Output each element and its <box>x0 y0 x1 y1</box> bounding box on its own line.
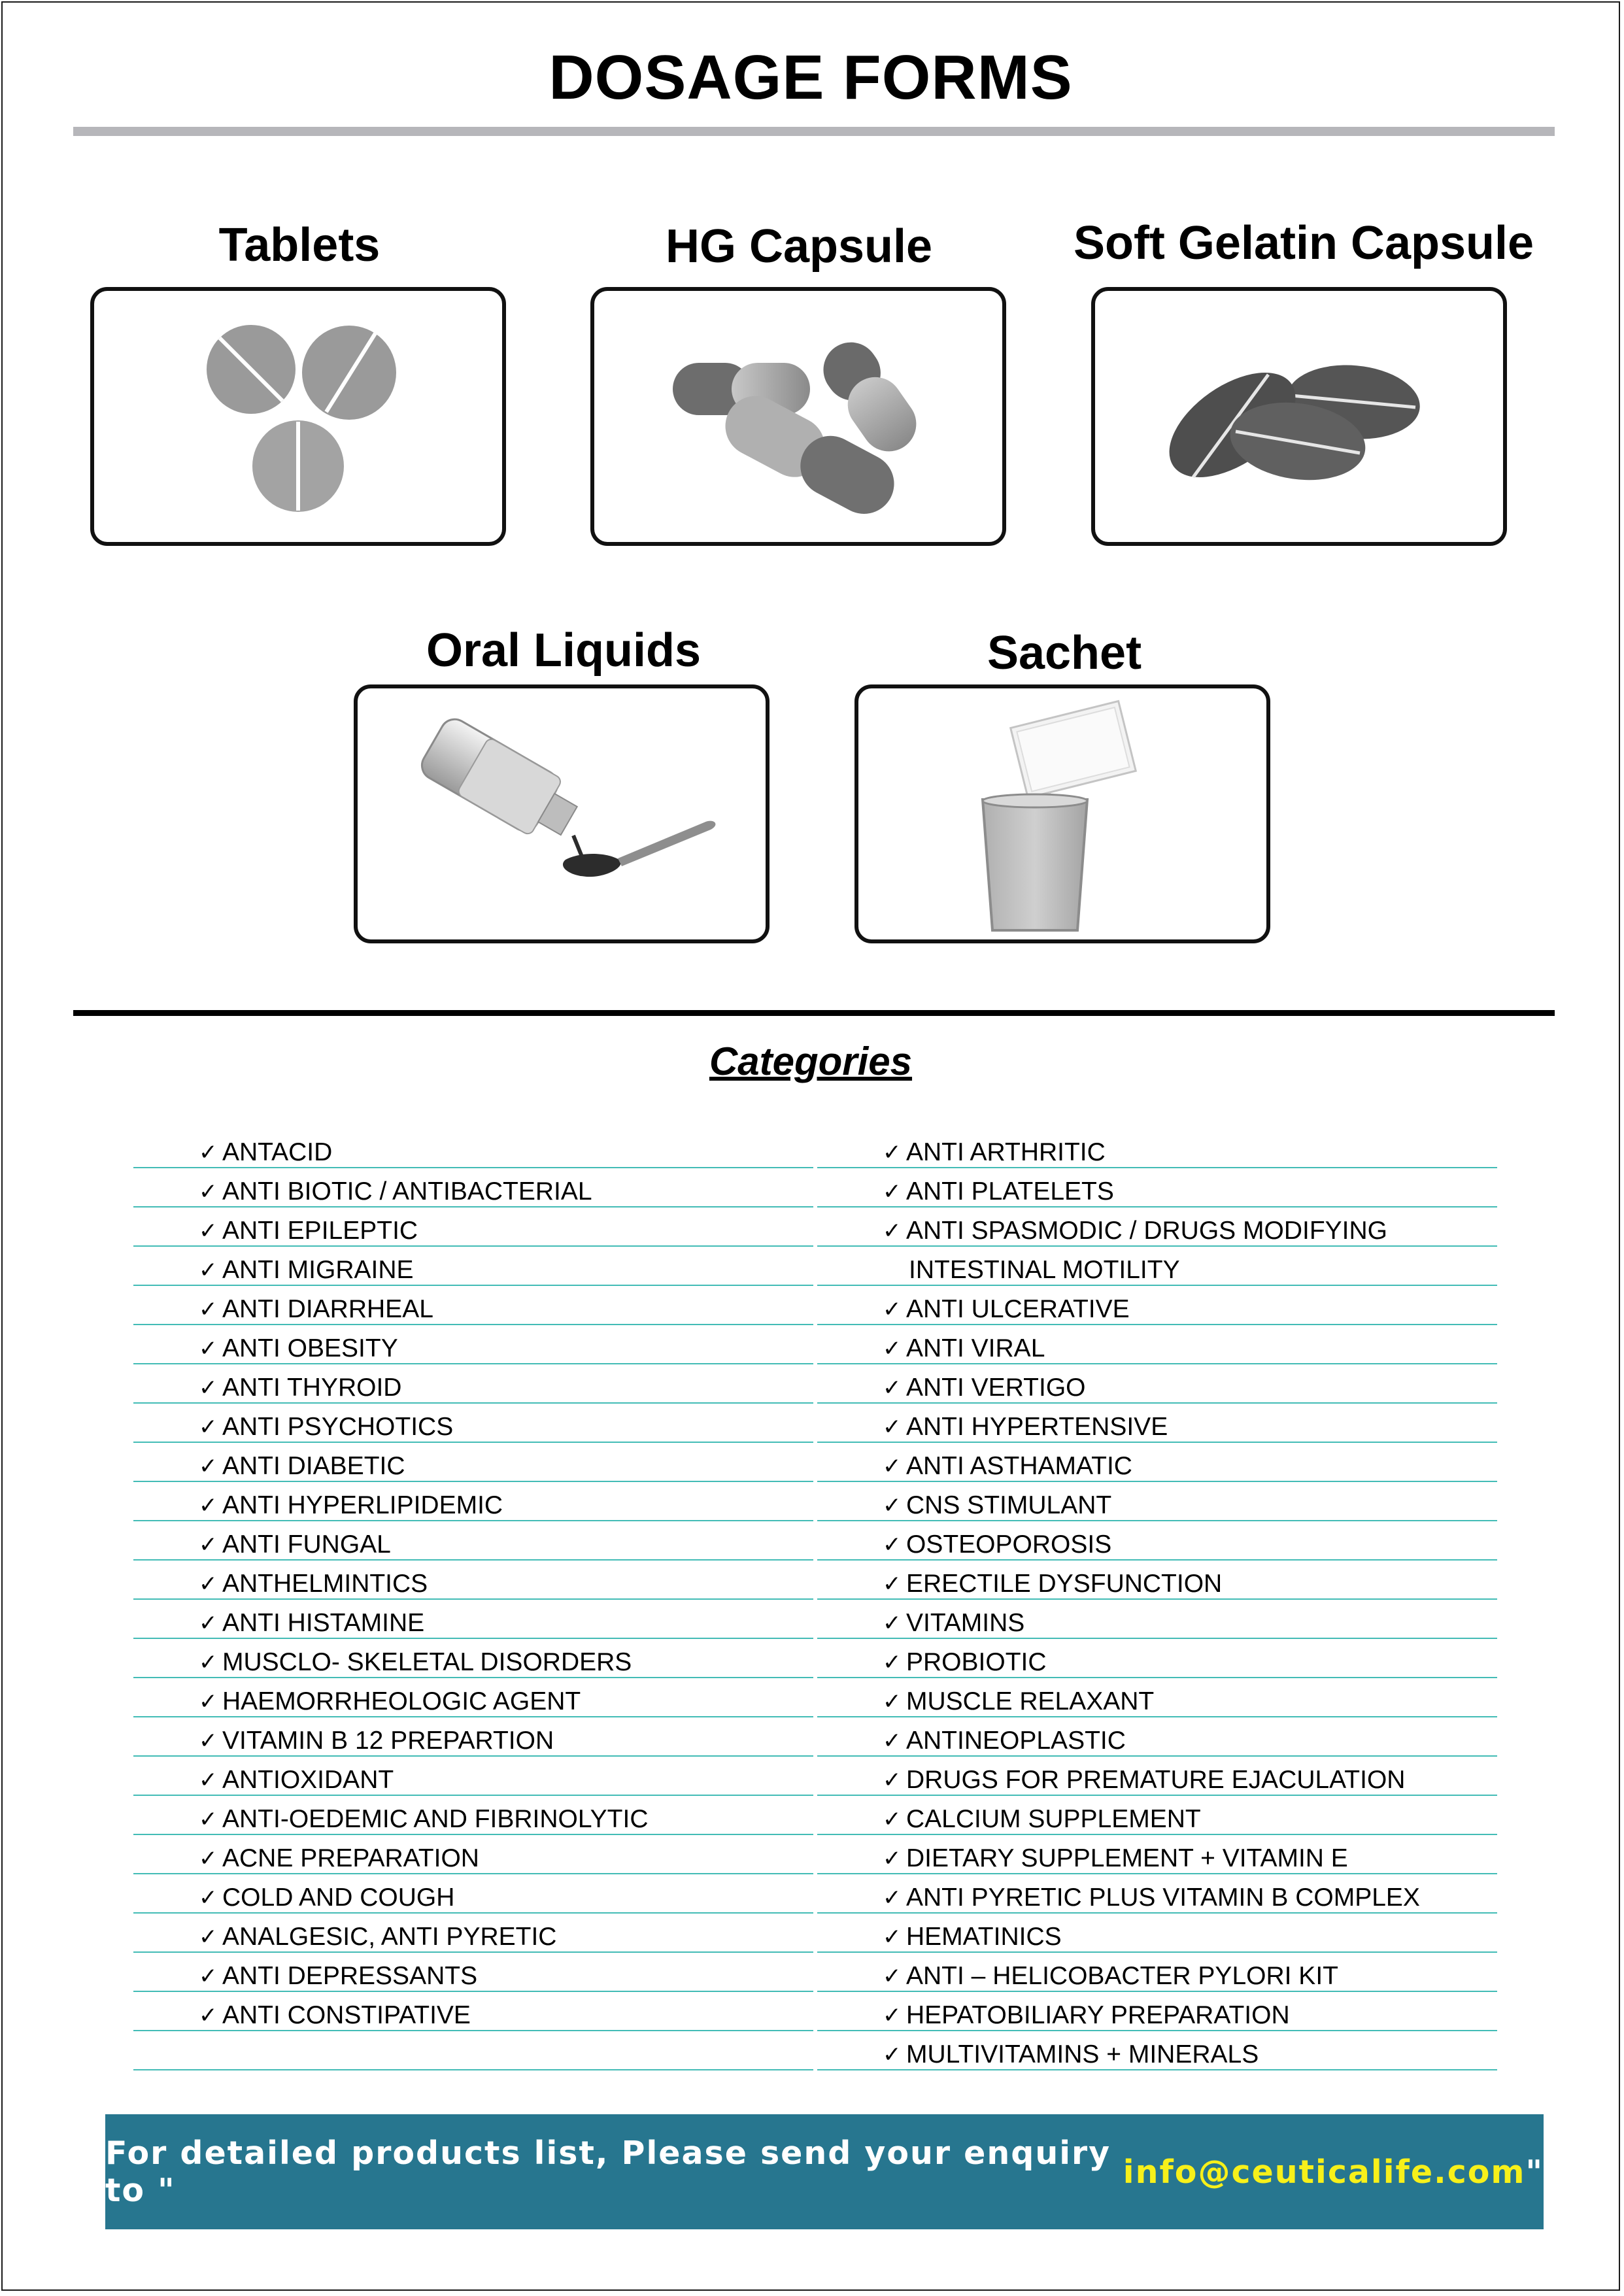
category-list-item <box>817 1914 1497 1953</box>
category-list-item <box>817 1639 1497 1678</box>
hg-capsule-label: HG Capsule <box>665 220 933 273</box>
page-title: DOSAGE FORMS <box>549 42 1073 112</box>
category-list-item <box>817 1717 1497 1757</box>
check-mark-icon: ✓ <box>883 1532 902 1558</box>
check-mark-icon: ✓ <box>199 1963 218 1989</box>
category-list-item <box>133 1443 813 1482</box>
category-label: VITAMIN B 12 PREPARTION <box>222 1727 554 1755</box>
category-label: ANTI THYROID <box>222 1374 402 1402</box>
category-label: ANTI PLATELETS <box>906 1177 1114 1206</box>
category-label: ANTI HISTAMINE <box>222 1609 425 1637</box>
check-mark-icon: ✓ <box>883 1179 902 1205</box>
category-list-item <box>817 1404 1497 1443</box>
check-mark-icon: ✓ <box>199 1179 218 1205</box>
check-mark-icon: ✓ <box>199 1689 218 1715</box>
category-list-item <box>817 1443 1497 1482</box>
check-mark-icon: ✓ <box>883 1571 902 1597</box>
categories-heading: Categories <box>709 1039 913 1083</box>
check-mark-icon: ✓ <box>199 1218 218 1244</box>
category-label: ANTACID <box>222 1138 333 1166</box>
category-label: ANTINEOPLASTIC <box>906 1727 1126 1755</box>
category-label: ANTI ARTHRITIC <box>906 1138 1106 1166</box>
check-mark-icon: ✓ <box>883 1649 902 1676</box>
check-mark-icon: ✓ <box>883 1689 902 1715</box>
category-list-item <box>133 1404 813 1443</box>
check-mark-icon: ✓ <box>883 1375 902 1401</box>
check-mark-icon: ✓ <box>883 1806 902 1832</box>
check-mark-icon: ✓ <box>199 2002 218 2029</box>
category-list-item <box>133 1482 813 1521</box>
category-label: ANTI DIARRHEAL <box>222 1295 433 1323</box>
category-label: ANTI PYRETIC PLUS VITAMIN B COMPLEX <box>906 1883 1420 1912</box>
check-mark-icon: ✓ <box>883 1767 902 1793</box>
category-label: ANTI VERTIGO <box>906 1374 1086 1402</box>
category-label: PROBIOTIC <box>906 1648 1047 1676</box>
check-mark-icon: ✓ <box>883 1336 902 1362</box>
category-list-item <box>133 1992 813 2031</box>
category-label: ACNE PREPARATION <box>222 1844 479 1872</box>
tablets-label: Tablets <box>218 219 381 271</box>
check-mark-icon: ✓ <box>199 1885 218 1911</box>
check-mark-icon: ✓ <box>199 1649 218 1676</box>
category-label: ANTIOXIDANT <box>222 1766 394 1794</box>
category-label: ANTI DIABETIC <box>222 1452 405 1480</box>
category-list-item <box>133 1247 813 1286</box>
sachet-icon <box>858 688 1266 939</box>
check-mark-icon: ✓ <box>199 1296 218 1323</box>
category-list-item <box>817 1757 1497 1796</box>
category-label: COLD AND COUGH <box>222 1883 455 1912</box>
category-list-item <box>817 1561 1497 1600</box>
category-list-item <box>133 1914 813 1953</box>
check-mark-icon: ✓ <box>199 1414 218 1440</box>
check-mark-icon: ✓ <box>199 1767 218 1793</box>
category-list-item <box>133 1757 813 1796</box>
category-list-item <box>817 1521 1497 1561</box>
category-label: INTESTINAL MOTILITY <box>909 1256 1180 1284</box>
category-list-item <box>133 1796 813 1835</box>
category-label: ANTI EPILEPTIC <box>222 1217 418 1245</box>
category-label: HAEMORRHEOLOGIC AGENT <box>222 1687 581 1715</box>
category-list-item <box>133 1521 813 1561</box>
category-label: ERECTILE DYSFUNCTION <box>906 1570 1223 1598</box>
category-list-item <box>133 1561 813 1600</box>
category-list-item <box>817 1168 1497 1207</box>
check-mark-icon: ✓ <box>883 2042 902 2068</box>
category-label: ANTI MIGRAINE <box>222 1256 414 1284</box>
title-divider <box>73 127 1555 136</box>
category-label: HEMATINICS <box>906 1923 1062 1951</box>
category-list-item <box>817 1247 1497 1286</box>
section-divider <box>73 1010 1555 1016</box>
category-list-item <box>133 1953 813 1992</box>
category-label: VITAMINS <box>906 1609 1025 1637</box>
check-mark-icon: ✓ <box>199 1140 218 1166</box>
check-mark-icon: ✓ <box>883 1218 902 1244</box>
category-label: DRUGS FOR PREMATURE EJACULATION <box>906 1766 1406 1794</box>
category-label: MUSCLO- SKELETAL DISORDERS <box>222 1648 632 1676</box>
category-list-item <box>133 1325 813 1364</box>
check-mark-icon: ✓ <box>883 1140 902 1166</box>
category-label: ANTI ULCERATIVE <box>906 1295 1130 1323</box>
tablets-card <box>90 287 506 546</box>
check-mark-icon: ✓ <box>883 1846 902 1872</box>
category-label: ANTI CONSTIPATIVE <box>222 2001 471 2029</box>
category-list-item <box>817 1286 1497 1325</box>
category-list-item <box>817 1874 1497 1914</box>
hard-gelatin-capsule-icon <box>594 291 1002 542</box>
soft-gelatin-capsule-card <box>1091 287 1507 546</box>
banner-text: For detailed products list, Please send your enquiry to " <box>105 2135 1111 2209</box>
category-label: ANTI VIRAL <box>906 1334 1045 1362</box>
category-list-item <box>817 1482 1497 1521</box>
category-label: ANTI HYPERTENSIVE <box>906 1413 1168 1441</box>
check-mark-icon: ✓ <box>199 1924 218 1950</box>
category-label: ANTI – HELICOBACTER PYLORI KIT <box>906 1962 1338 1990</box>
category-list-item <box>133 1835 813 1874</box>
category-list-item <box>817 1600 1497 1639</box>
category-label: ANTHELMINTICS <box>222 1570 428 1598</box>
category-list-item <box>817 1953 1497 1992</box>
check-mark-icon: ✓ <box>199 1453 218 1479</box>
check-mark-icon: ✓ <box>199 1846 218 1872</box>
category-label: ANTI PSYCHOTICS <box>222 1413 454 1441</box>
check-mark-icon: ✓ <box>199 1336 218 1362</box>
soft-gelatin-capsule-icon <box>1095 291 1503 542</box>
category-label: OSTEOPOROSIS <box>906 1530 1112 1559</box>
category-list-item <box>133 1207 813 1247</box>
category-label: MUSCLE RELAXANT <box>906 1687 1155 1715</box>
category-list-item <box>817 1325 1497 1364</box>
enquiry-email-link[interactable]: info@ceuticalife.com <box>1123 2153 1526 2191</box>
tablets-icon <box>94 291 502 542</box>
check-mark-icon: ✓ <box>199 1375 218 1401</box>
category-label: ANTI FUNGAL <box>222 1530 391 1559</box>
check-mark-icon: ✓ <box>199 1257 218 1283</box>
check-mark-icon: ✓ <box>199 1571 218 1597</box>
category-list-item <box>817 2031 1497 2070</box>
category-label: MULTIVITAMINS + MINERALS <box>906 2040 1259 2068</box>
check-mark-icon: ✓ <box>883 1924 902 1950</box>
category-list-item <box>133 1364 813 1404</box>
category-list-item <box>133 1717 813 1757</box>
check-mark-icon: ✓ <box>883 1453 902 1479</box>
oral-liquids-card <box>354 684 770 943</box>
sachet-label: Sachet <box>987 627 1142 679</box>
category-list-item <box>133 1600 813 1639</box>
category-label: ANTI SPASMODIC / DRUGS MODIFYING <box>906 1217 1387 1245</box>
category-list-item <box>817 1992 1497 2031</box>
check-mark-icon: ✓ <box>199 1806 218 1832</box>
check-mark-icon: ✓ <box>883 1963 902 1989</box>
category-label: ANALGESIC, ANTI PYRETIC <box>222 1923 557 1951</box>
categories-left-column <box>133 1129 813 2070</box>
category-list-item <box>817 1796 1497 1835</box>
banner-text-end: " <box>1525 2153 1544 2191</box>
category-list-item <box>133 1286 813 1325</box>
category-list-item <box>133 1639 813 1678</box>
category-list-item <box>817 1364 1497 1404</box>
category-list-item <box>133 1129 813 1168</box>
check-mark-icon: ✓ <box>199 1493 218 1519</box>
check-mark-icon: ✓ <box>199 1610 218 1636</box>
category-list-item <box>133 1168 813 1207</box>
check-mark-icon: ✓ <box>199 1728 218 1754</box>
category-list-item <box>817 1835 1497 1874</box>
page <box>1 1 1620 2291</box>
category-label: ANTI-OEDEMIC AND FIBRINOLYTIC <box>222 1805 649 1833</box>
check-mark-icon: ✓ <box>199 1532 218 1558</box>
check-mark-icon: ✓ <box>883 1296 902 1323</box>
oral-liquid-icon <box>358 688 766 939</box>
category-label: ANTI OBESITY <box>222 1334 398 1362</box>
check-mark-icon: ✓ <box>883 1885 902 1911</box>
category-label: CALCIUM SUPPLEMENT <box>906 1805 1201 1833</box>
enquiry-banner <box>105 2114 1544 2229</box>
category-label: ANTI BIOTIC / ANTIBACTERIAL <box>222 1177 592 1206</box>
category-list-item <box>817 1129 1497 1168</box>
categories-right-column <box>817 1129 1497 2070</box>
category-label: ANTI HYPERLIPIDEMIC <box>222 1491 503 1519</box>
category-label: DIETARY SUPPLEMENT + VITAMIN E <box>906 1844 1348 1872</box>
category-list-item <box>817 1207 1497 1247</box>
hg-capsule-card <box>590 287 1006 546</box>
soft-gelatin-capsule-label: Soft Gelatin Capsule <box>1073 217 1534 269</box>
check-mark-icon: ✓ <box>883 1493 902 1519</box>
category-list-item <box>133 1678 813 1717</box>
category-label: ANTI DEPRESSANTS <box>222 1962 478 1990</box>
check-mark-icon: ✓ <box>883 2002 902 2029</box>
category-label: ANTI ASTHAMATIC <box>906 1452 1132 1480</box>
check-mark-icon: ✓ <box>883 1610 902 1636</box>
sachet-card <box>854 684 1270 943</box>
check-mark-icon: ✓ <box>883 1414 902 1440</box>
category-label: CNS STIMULANT <box>906 1491 1112 1519</box>
oral-liquids-label: Oral Liquids <box>426 624 702 677</box>
category-list-empty-row <box>133 2031 813 2070</box>
category-list-item <box>133 1874 813 1914</box>
category-list-item <box>817 1678 1497 1717</box>
category-label: HEPATOBILIARY PREPARATION <box>906 2001 1290 2029</box>
check-mark-icon: ✓ <box>883 1728 902 1754</box>
